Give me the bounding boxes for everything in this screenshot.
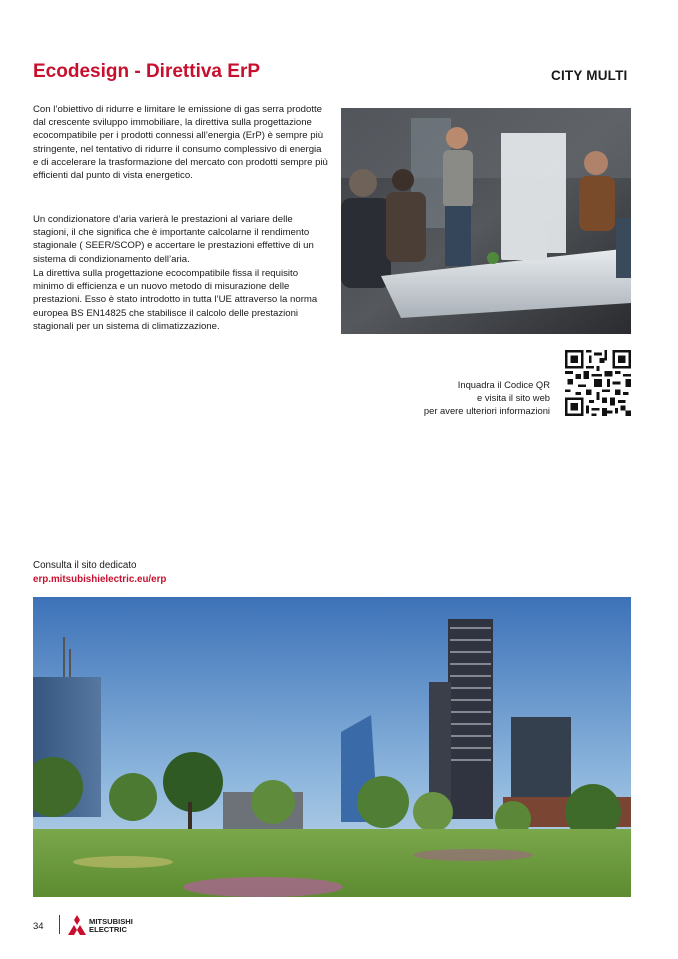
office-meeting-photo xyxy=(341,108,631,334)
page-title: Ecodesign - Direttiva ErP xyxy=(33,61,261,82)
brand-label: CITY MULTI xyxy=(551,68,628,83)
qr-caption-line: e visita il sito web xyxy=(477,392,550,403)
consult-label: Consulta il sito dedicato xyxy=(33,560,137,571)
seasonal-paragraph: Un condizionatore d’aria varierà le prestazioni al variare delle stagioni, il che significa che è importante calcolarne il rendimento stagionale ( SEER/SCOP) e accertare le prestazioni effettive di un sistema di condizionamento dell’aria. xyxy=(33,214,314,265)
qr-caption-line: per avere ulteriori informazioni xyxy=(423,405,550,416)
qr-caption xyxy=(380,378,550,417)
footer-divider xyxy=(59,915,60,934)
qr-code-icon[interactable] xyxy=(565,350,631,416)
page-number: 34 xyxy=(33,921,44,932)
intro-paragraph: Con l’obiettivo di ridurre e limitare le emissione di gas serra prodotte dal crescente sviluppo immobiliare, la direttiva sulla progettazione ecocompatibile per i prodotti connessi all’energia (ErP) è sempre più stringente, nel tentativo di ridurre il consumo complessivo di energia e di accelerare la trasformazione del mercato con prodotti sempre più efficienti dal punto di vista energetico. xyxy=(33,104,328,182)
logo-line2: ELECTRIC xyxy=(89,925,127,934)
erp-website-link[interactable]: erp.mitsubishielectric.eu/erp xyxy=(33,574,167,585)
city-skyline-photo xyxy=(33,597,631,897)
logo-line1: MITSUBISHI xyxy=(89,917,133,926)
mitsubishi-electric-logo xyxy=(68,914,148,936)
directive-paragraph: La direttiva sulla progettazione ecocompatibile fissa il requisito minimo di efficienza e un nuovo metodo di misurazione delle prestazioni. Esso è stato introdotto in tutta l’UE attraverso la norma europea BS EN14825 che stabilisce il calcolo delle prestazioni stagionali per un sistema di climatizzazione. xyxy=(33,268,318,332)
qr-caption-line: Inquadra il Codice QR xyxy=(457,379,550,390)
